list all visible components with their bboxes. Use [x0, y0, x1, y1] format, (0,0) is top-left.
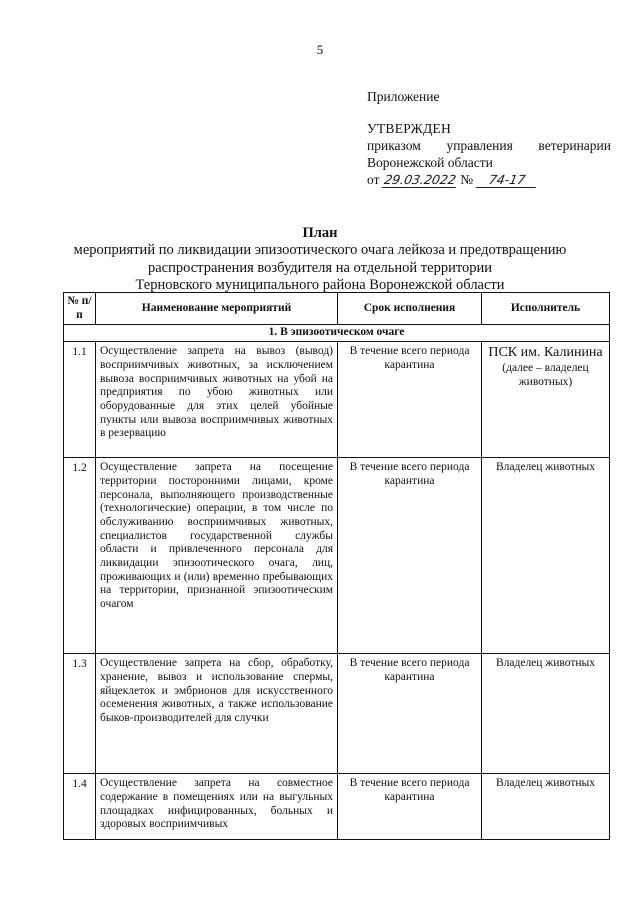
plan-title: План: [302, 225, 338, 241]
table-row: [64, 654, 610, 774]
row-num: 1.1: [64, 342, 96, 458]
appendix-label: Приложение: [367, 89, 440, 104]
row-executor: Владелец животных: [482, 458, 610, 654]
header-term: Срок исполнения: [338, 293, 482, 325]
executor-main: ПСК им. Калинина: [488, 345, 603, 361]
section-title: 1. В эпизоотическом очаге: [64, 325, 610, 342]
header-num: № п/п: [64, 293, 96, 325]
table-row: [64, 458, 610, 654]
executor-note: (далее – владелец животных): [502, 362, 589, 389]
handwritten-date: 29.03.2022: [382, 172, 458, 187]
row-executor: [482, 342, 610, 458]
row-term: В течение всего периода карантина: [338, 458, 482, 654]
order-line-2: Воронежской области: [367, 155, 493, 170]
plan-table: [63, 292, 610, 840]
handwritten-number: 74-17: [475, 173, 538, 188]
row-num: 1.2: [64, 458, 96, 654]
approved-label: УТВЕРЖДЕН: [367, 121, 452, 136]
order-date-line: [367, 171, 611, 188]
row-name: Осуществление запрета на вывоз (вывод) восприимчивых животных, за исключением вывоза восприимчивых животных на убой на предприятия по убою животных или оборудованные для этих целей убойные пункты или вывоза восприимчивых животных в резервацию: [96, 342, 338, 458]
table-row: [64, 774, 610, 840]
table-row: [64, 342, 610, 458]
row-num: 1.4: [64, 774, 96, 840]
date-prefix: от: [367, 172, 380, 187]
page-number: 5: [316, 42, 324, 57]
plan-subtitle: [60, 242, 580, 295]
row-num: 1.3: [64, 654, 96, 774]
row-name: Осуществление запрета на совместное содержание в помещениях или на выгульных площадках инфицированных, больных и здоровых восприимчивых: [96, 774, 338, 840]
order-line-1: приказом управления ветеринарии: [367, 138, 611, 153]
section-row: [64, 325, 610, 342]
subtitle-line-1: мероприятий по ликвидации эпизоотического очага лейкоза и предотвращению: [73, 242, 567, 258]
row-term: В течение всего периода карантина: [338, 774, 482, 840]
table-header-row: [64, 293, 610, 325]
row-term: В течение всего периода карантина: [338, 342, 482, 458]
row-executor: Владелец животных: [482, 774, 610, 840]
row-executor: Владелец животных: [482, 654, 610, 774]
subtitle-line-3: Терновского муниципального района Воронежской области: [135, 277, 505, 293]
approval-block: [367, 88, 611, 188]
number-sign: №: [460, 172, 474, 187]
row-term: В течение всего периода карантина: [338, 654, 482, 774]
header-name: Наименование мероприятий: [96, 293, 338, 325]
header-executor: Исполнитель: [482, 293, 610, 325]
subtitle-line-2: распространения возбудителя на отдельной территории: [148, 259, 492, 276]
row-name: Осуществление запрета на посещение территории посторонними лицами, кроме персонала, выполняющего производственные (технологические) операции, в том числе по обслуживанию восприимчивых животных, специалистов государственной службы области и привлеченного персонала для ликвидации эпизоотического очага, лиц, проживающих и (или) временно пребывающих на территории, признанной эпизоотическим очагом: [96, 458, 338, 654]
row-name: Осуществление запрета на сбор, обработку, хранение, вывоз и использование спермы, яйцеклеток и эмбрионов для искусственного осеменения животных, а также использование быков-производителей для случки: [96, 654, 338, 774]
